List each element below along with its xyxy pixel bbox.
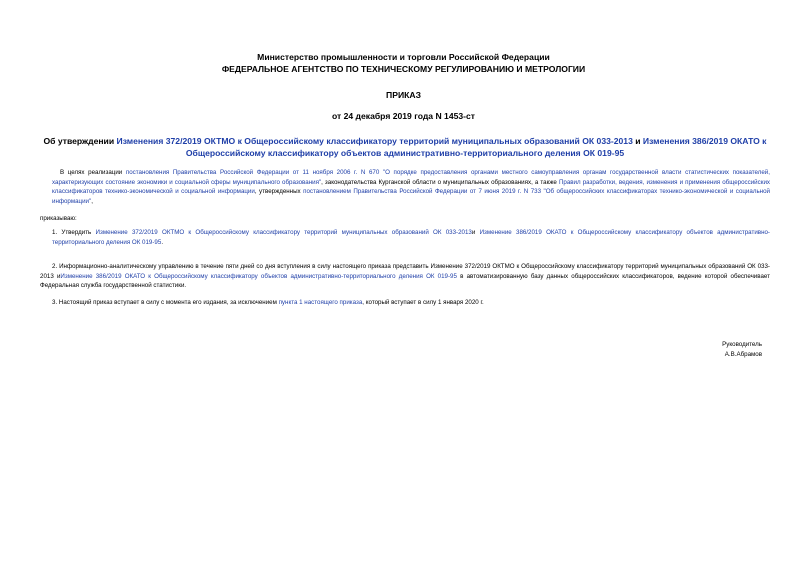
title-link-oktmo[interactable]: Изменения 372/2019 ОКТМО к Общероссийскому классификатору территорий муниципальных образований ОК 033-2013 <box>116 136 633 146</box>
preamble-text-2: , законодательства Курганской области о муниципальных образованиях, а также <box>321 178 559 186</box>
title-mid: и <box>632 136 643 146</box>
item-1 <box>52 228 770 247</box>
item-1-link-okato[interactable]: Изменение 386/2019 ОКАТО к Общероссийскому классификатору объектов административно-территориального деления ОК 019-95 <box>52 229 770 246</box>
preamble-link-670[interactable]: постановления Правительства Российской Федерации от 11 ноября 2006 г. N 670 "О порядке предоставления органами местного самоуправления органам государственной власти статистических показателей, характеризующих состояние экономики и социальной сферы муниципального образования" <box>52 169 770 186</box>
signature-role: Руководитель <box>722 341 762 348</box>
doc-type: ПРИКАЗ <box>386 90 421 100</box>
preamble-text-1: В целях реализации <box>60 169 126 176</box>
item-2 <box>40 262 770 291</box>
item-3-text-2: , который вступает в силу 1 января 2020 г. <box>362 299 484 306</box>
preamble-link-733[interactable]: постановлением Правительства Российской Федерации от 7 июня 2019 г. N 733 "Об общероссийских классификаторах технико-экономической и социальной информации" <box>52 188 770 205</box>
ministry-name: Министерство промышленности и торговли Российской Федерации <box>257 52 550 62</box>
order-word: приказываю: <box>40 215 77 222</box>
doc-date: от 24 декабря 2019 года N 1453-ст <box>331 111 476 121</box>
item-3 <box>52 298 770 308</box>
document-title <box>40 136 770 159</box>
preamble-paragraph <box>52 168 770 206</box>
preamble-link-rules[interactable]: Правил разработки, ведения, изменения и применения общероссийских классификаторов технико-экономической и социальной информации <box>52 178 770 196</box>
item-1-text-2: и <box>471 229 480 236</box>
item-1-text-3: . <box>161 238 164 246</box>
signature-name: А.В.Абрамов <box>724 351 762 358</box>
item-1-link-oktmo[interactable]: Изменение 372/2019 ОКТМО к Общероссийскому классификатору территорий муниципальных образований ОК 033-2013 <box>95 229 472 236</box>
item-2-link-okato[interactable]: Изменение 386/2019 ОКАТО к Общероссийскому классификатору объектов административно-территориального деления ОК 019-95 <box>60 272 457 280</box>
title-link-okato[interactable]: Изменения 386/2019 ОКАТО к Общероссийскому классификатору объектов административно-территориального деления ОК 019-95 <box>185 136 767 158</box>
preamble-text-4: , <box>91 197 93 205</box>
item-3-link-point-1[interactable]: пункта 1 настоящего приказа <box>278 299 363 306</box>
agency-name: ФЕДЕРАЛЬНОЕ АГЕНТСТВО ПО ТЕХНИЧЕСКОМУ РЕГУЛИРОВАНИЮ И МЕТРОЛОГИИ <box>221 64 586 74</box>
preamble-text-3: , утвержденных <box>254 188 304 196</box>
item-2-text-1: 2. Информационно-аналитическому управлению в течение пяти дней со дня вступления в силу настоящего приказа представить Изменение 372/2019 ОКТМО к Общероссийскому классификатору территорий муниципальных образований ОК 033-2013 и <box>40 263 770 280</box>
item-1-text-1: 1. Утвердить <box>52 229 96 236</box>
title-prefix: Об утверждении <box>43 136 117 146</box>
item-2-text-2: в автоматизированную базу данных общероссийских классификаторов, ведение которой обеспечивает Федеральная служба государственной статистики. <box>40 272 770 290</box>
item-3-text-1: 3. Настоящий приказ вступает в силу с момента его издания, за исключением <box>52 299 279 306</box>
